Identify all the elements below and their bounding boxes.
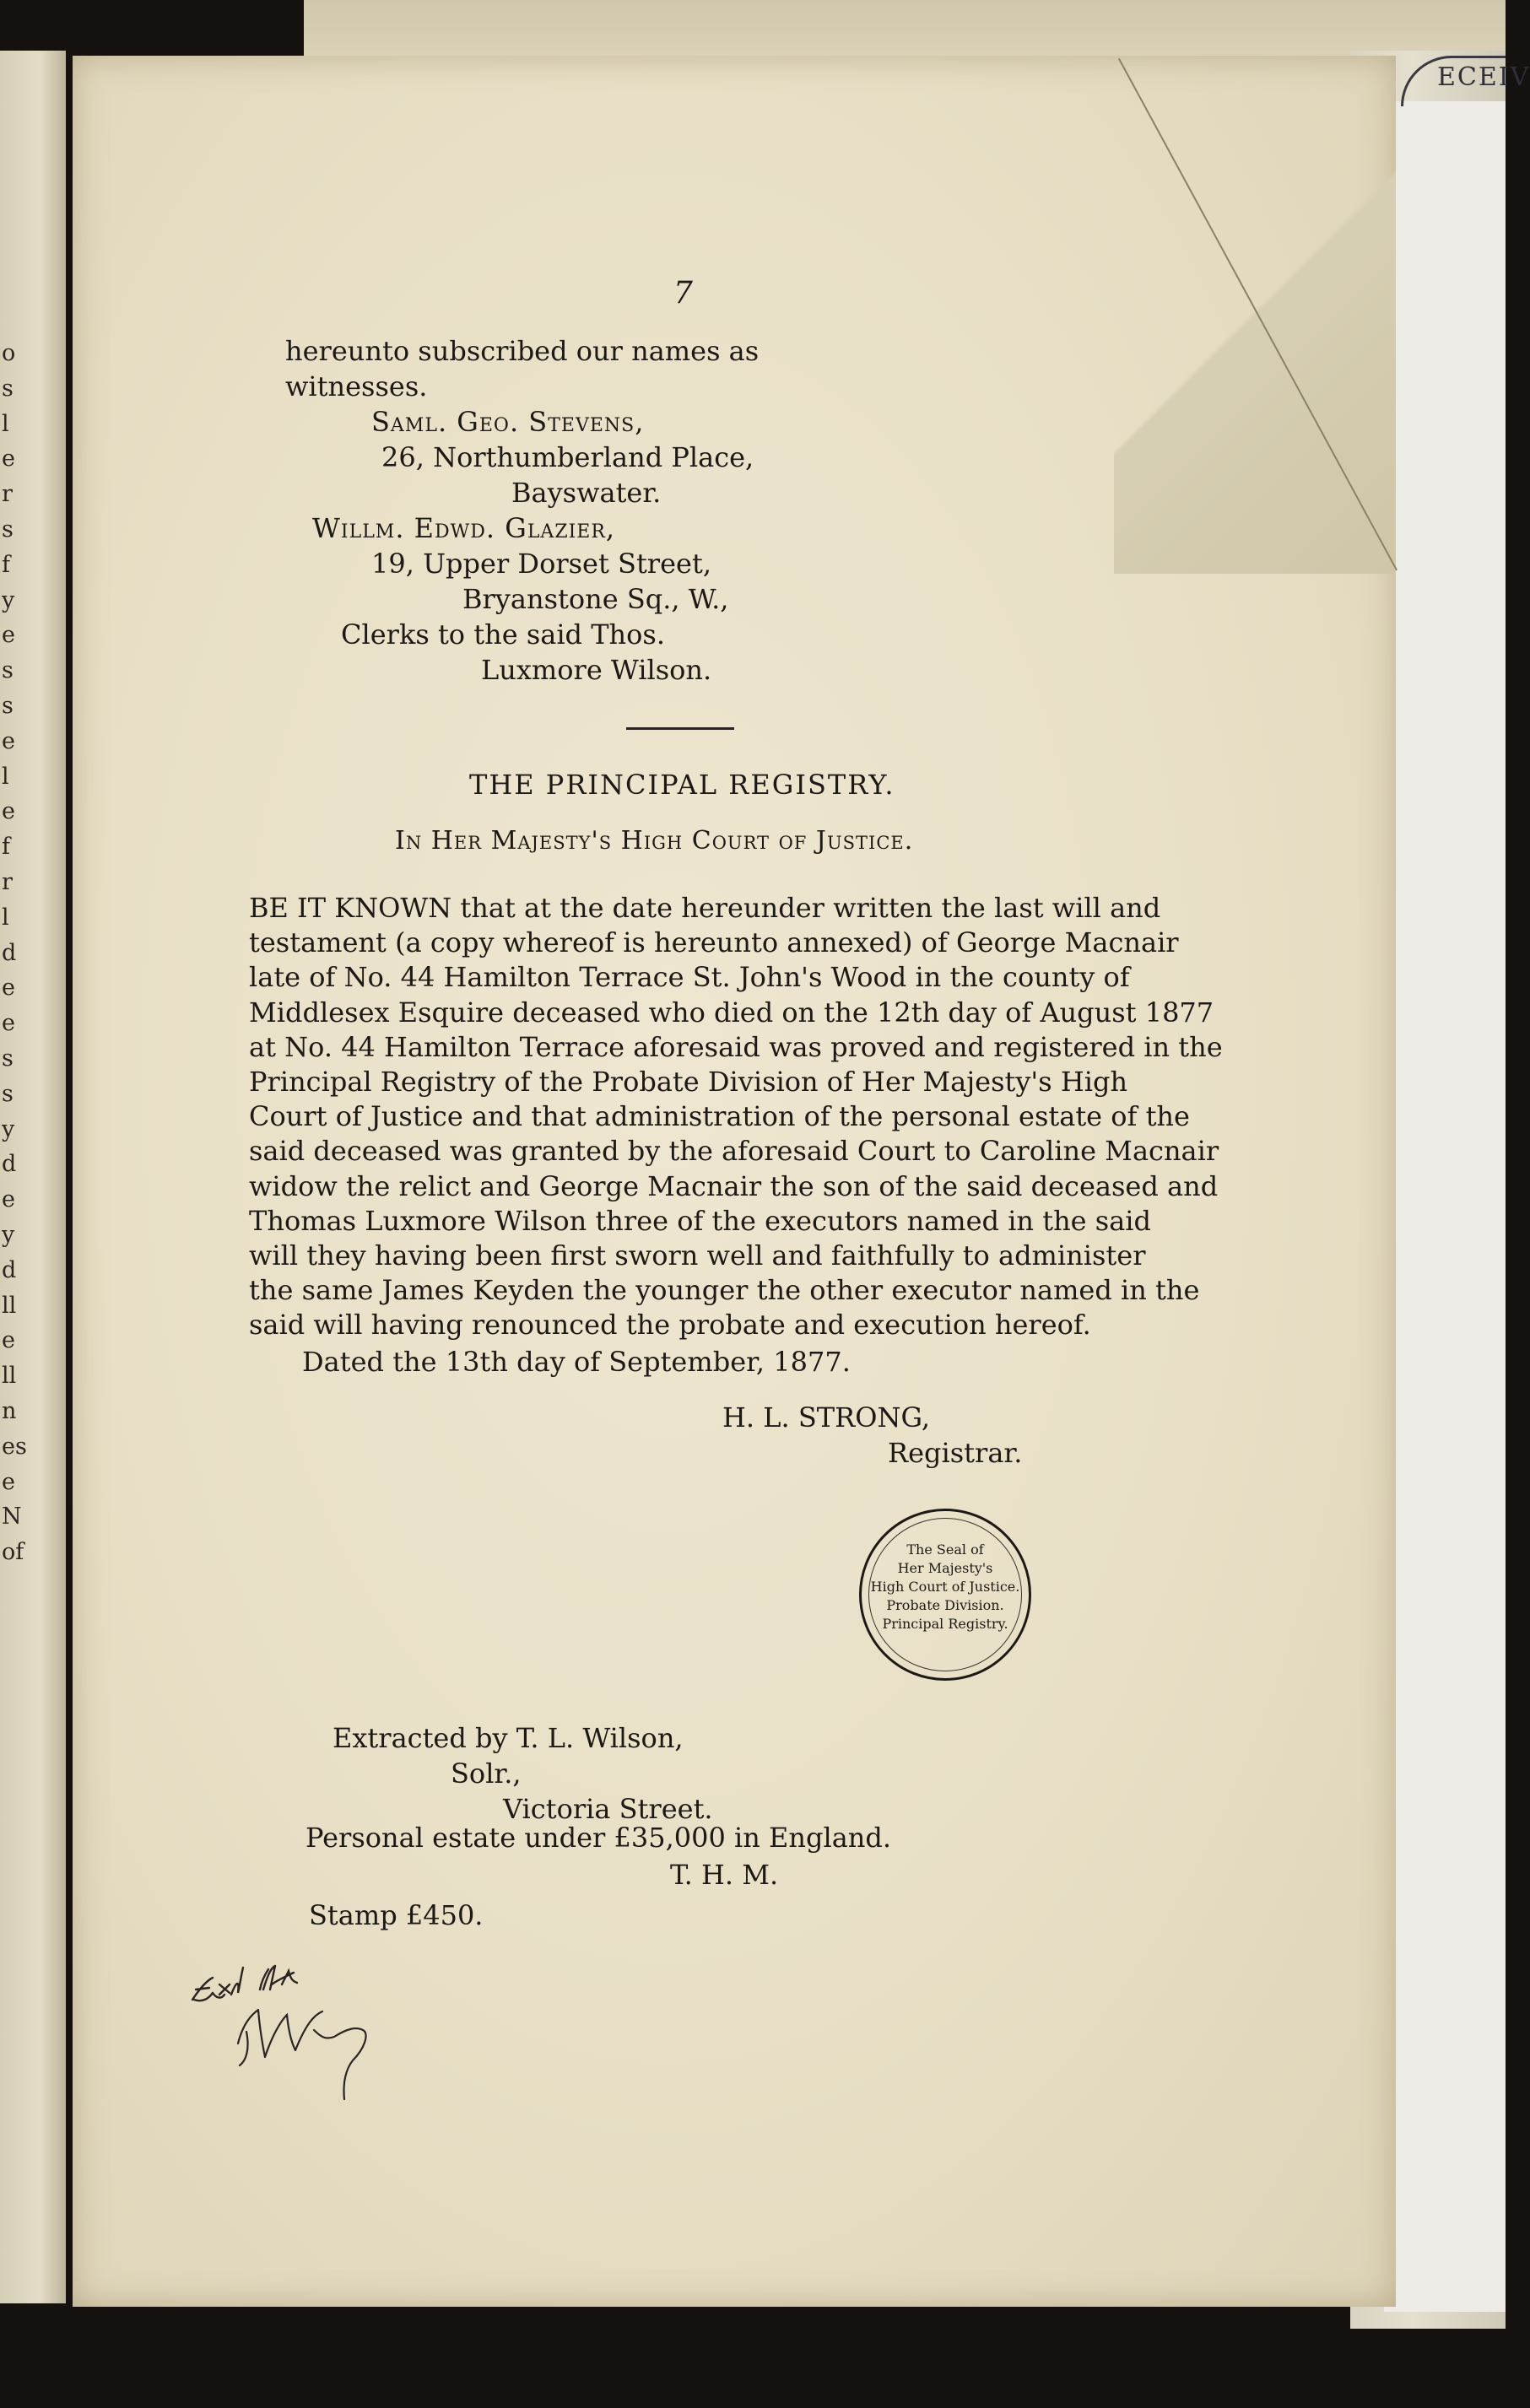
- witness-1-address-2: Bayswater.: [511, 477, 662, 509]
- left-page-edge-letter: e: [2, 445, 15, 472]
- left-page-edge-letter: s: [2, 516, 14, 543]
- left-page-edge-letter: n: [2, 1398, 17, 1424]
- witness-2-address-1: 19, Upper Dorset Street,: [371, 548, 711, 580]
- registry-heading: THE PRINCIPAL REGISTRY.: [469, 769, 895, 801]
- left-page-edge-letter: y: [2, 587, 15, 613]
- section-divider: [626, 727, 734, 730]
- page-number: 7: [673, 276, 693, 310]
- left-page-edge-letter: e: [2, 1327, 15, 1353]
- witness-intro-line-1: hereunto subscribed our names as: [285, 335, 760, 367]
- paragraph-line: Middlesex Esquire deceased who died on the 12th day of August 1877: [249, 996, 1214, 1029]
- registrar-name: H. L. STRONG,: [722, 1401, 931, 1433]
- handwritten-signature: [187, 1956, 432, 2116]
- clerks-line-2: Luxmore Wilson.: [481, 654, 712, 686]
- paragraph-line: BE IT KNOWN that at the date hereunder written the last will and: [249, 892, 1161, 924]
- left-page-edge-letter: s: [2, 693, 14, 719]
- left-page-edge-letter: of: [2, 1539, 24, 1565]
- paragraph-line: at No. 44 Hamilton Terrace aforesaid was proved and registered in the: [249, 1031, 1223, 1063]
- seal-line-5: Principal Registry.: [882, 1616, 1008, 1632]
- seal-line-2: Her Majesty's: [897, 1560, 993, 1576]
- left-page-edge-letter: e: [2, 622, 15, 648]
- left-page-edge-letter: l: [2, 904, 9, 931]
- left-page-edge-letter: y: [2, 1222, 15, 1248]
- left-page-edge-letter: e: [2, 798, 15, 824]
- left-page-edge-letter: o: [2, 340, 16, 366]
- extracted-solr: Solr.,: [451, 1757, 522, 1790]
- witness-intro-line-2: witnesses.: [285, 370, 428, 402]
- left-page-edge-letter: d: [2, 1151, 17, 1177]
- dated-line: Dated the 13th day of September, 1877.: [302, 1346, 851, 1378]
- left-page-edge-letter: es: [2, 1433, 27, 1460]
- left-page-edge-letter: e: [2, 1186, 15, 1212]
- left-page-edge-letter: e: [2, 728, 15, 754]
- left-page-edge-letter: y: [2, 1116, 15, 1142]
- left-page-edge-letter: s: [2, 375, 14, 402]
- stamp-duty: Stamp £450.: [309, 1899, 484, 1931]
- witness-1-name: Saml. Geo. Stevens,: [371, 406, 645, 438]
- left-page-edge-letter: s: [2, 1045, 14, 1072]
- left-page-edge-letter: l: [2, 764, 9, 790]
- witness-1-address-1: 26, Northumberland Place,: [381, 441, 754, 473]
- left-page-edge-letter: ll: [2, 1293, 17, 1319]
- left-page-edge-letter: f: [2, 552, 10, 578]
- paragraph-line: Court of Justice and that administration of the personal estate of the: [249, 1100, 1190, 1132]
- witness-2-name: Willm. Edwd. Glazier,: [312, 512, 616, 544]
- extracted-street: Victoria Street.: [503, 1793, 713, 1825]
- registry-subheading: In Her Majesty's High Court of Justice.: [395, 826, 914, 856]
- extracted-by: Extracted by T. L. Wilson,: [332, 1722, 684, 1754]
- left-page-edge-letter: s: [2, 1081, 14, 1107]
- court-seal: [859, 1509, 1031, 1681]
- paragraph-line: Principal Registry of the Probate Division of Her Majesty's High: [249, 1066, 1128, 1098]
- paragraph-line: will they having been first sworn well and faithfully to administer: [249, 1239, 1146, 1271]
- left-page-edge-letter: s: [2, 657, 14, 683]
- left-page-edge-letter: d: [2, 940, 17, 966]
- left-page-edge-letter: l: [2, 411, 9, 437]
- paragraph-line: Thomas Luxmore Wilson three of the executors named in the said: [249, 1205, 1151, 1237]
- background-paper-white: [1384, 101, 1506, 2312]
- left-page-edge-letter: r: [2, 869, 13, 895]
- paragraph-line: said will having renounced the probate and execution hereof.: [249, 1309, 1091, 1341]
- received-stamp-text: ECEIV: [1437, 62, 1530, 92]
- seal-line-4: Probate Division.: [886, 1597, 1004, 1613]
- paragraph-line: late of No. 44 Hamilton Terrace St. John's Wood in the county of: [249, 961, 1130, 993]
- extraction-initials: T. H. M.: [670, 1859, 779, 1891]
- paragraph-line: the same James Keyden the younger the other executor named in the: [249, 1274, 1200, 1306]
- left-page-edge-letter: ll: [2, 1363, 17, 1389]
- seal-line-3: High Court of Justice.: [870, 1579, 1020, 1595]
- left-page-edge-letter: r: [2, 481, 13, 507]
- left-page-edge-letter: e: [2, 1010, 15, 1036]
- left-facing-page: [0, 51, 66, 2303]
- paragraph-line: testament (a copy whereof is hereunto annexed) of George Macnair: [249, 926, 1179, 958]
- paragraph-line: said deceased was granted by the aforesaid Court to Caroline Macnair: [249, 1135, 1219, 1167]
- personal-estate-line: Personal estate under £35,000 in England.: [305, 1822, 892, 1854]
- seal-line-1: The Seal of: [906, 1541, 984, 1558]
- left-page-edge-letter: f: [2, 834, 10, 860]
- witness-2-address-2: Bryanstone Sq., W.,: [462, 583, 729, 615]
- folded-corner: [1114, 59, 1396, 574]
- registrar-title: Registrar.: [888, 1437, 1023, 1469]
- left-page-edge-letter: d: [2, 1257, 17, 1283]
- paragraph-line: widow the relict and George Macnair the son of the said deceased and: [249, 1170, 1219, 1202]
- clerks-line-1: Clerks to the said Thos.: [341, 618, 666, 651]
- left-page-edge-letter: e: [2, 975, 15, 1001]
- left-page-edge-letter: N: [2, 1504, 22, 1530]
- left-page-edge-letter: e: [2, 1469, 15, 1495]
